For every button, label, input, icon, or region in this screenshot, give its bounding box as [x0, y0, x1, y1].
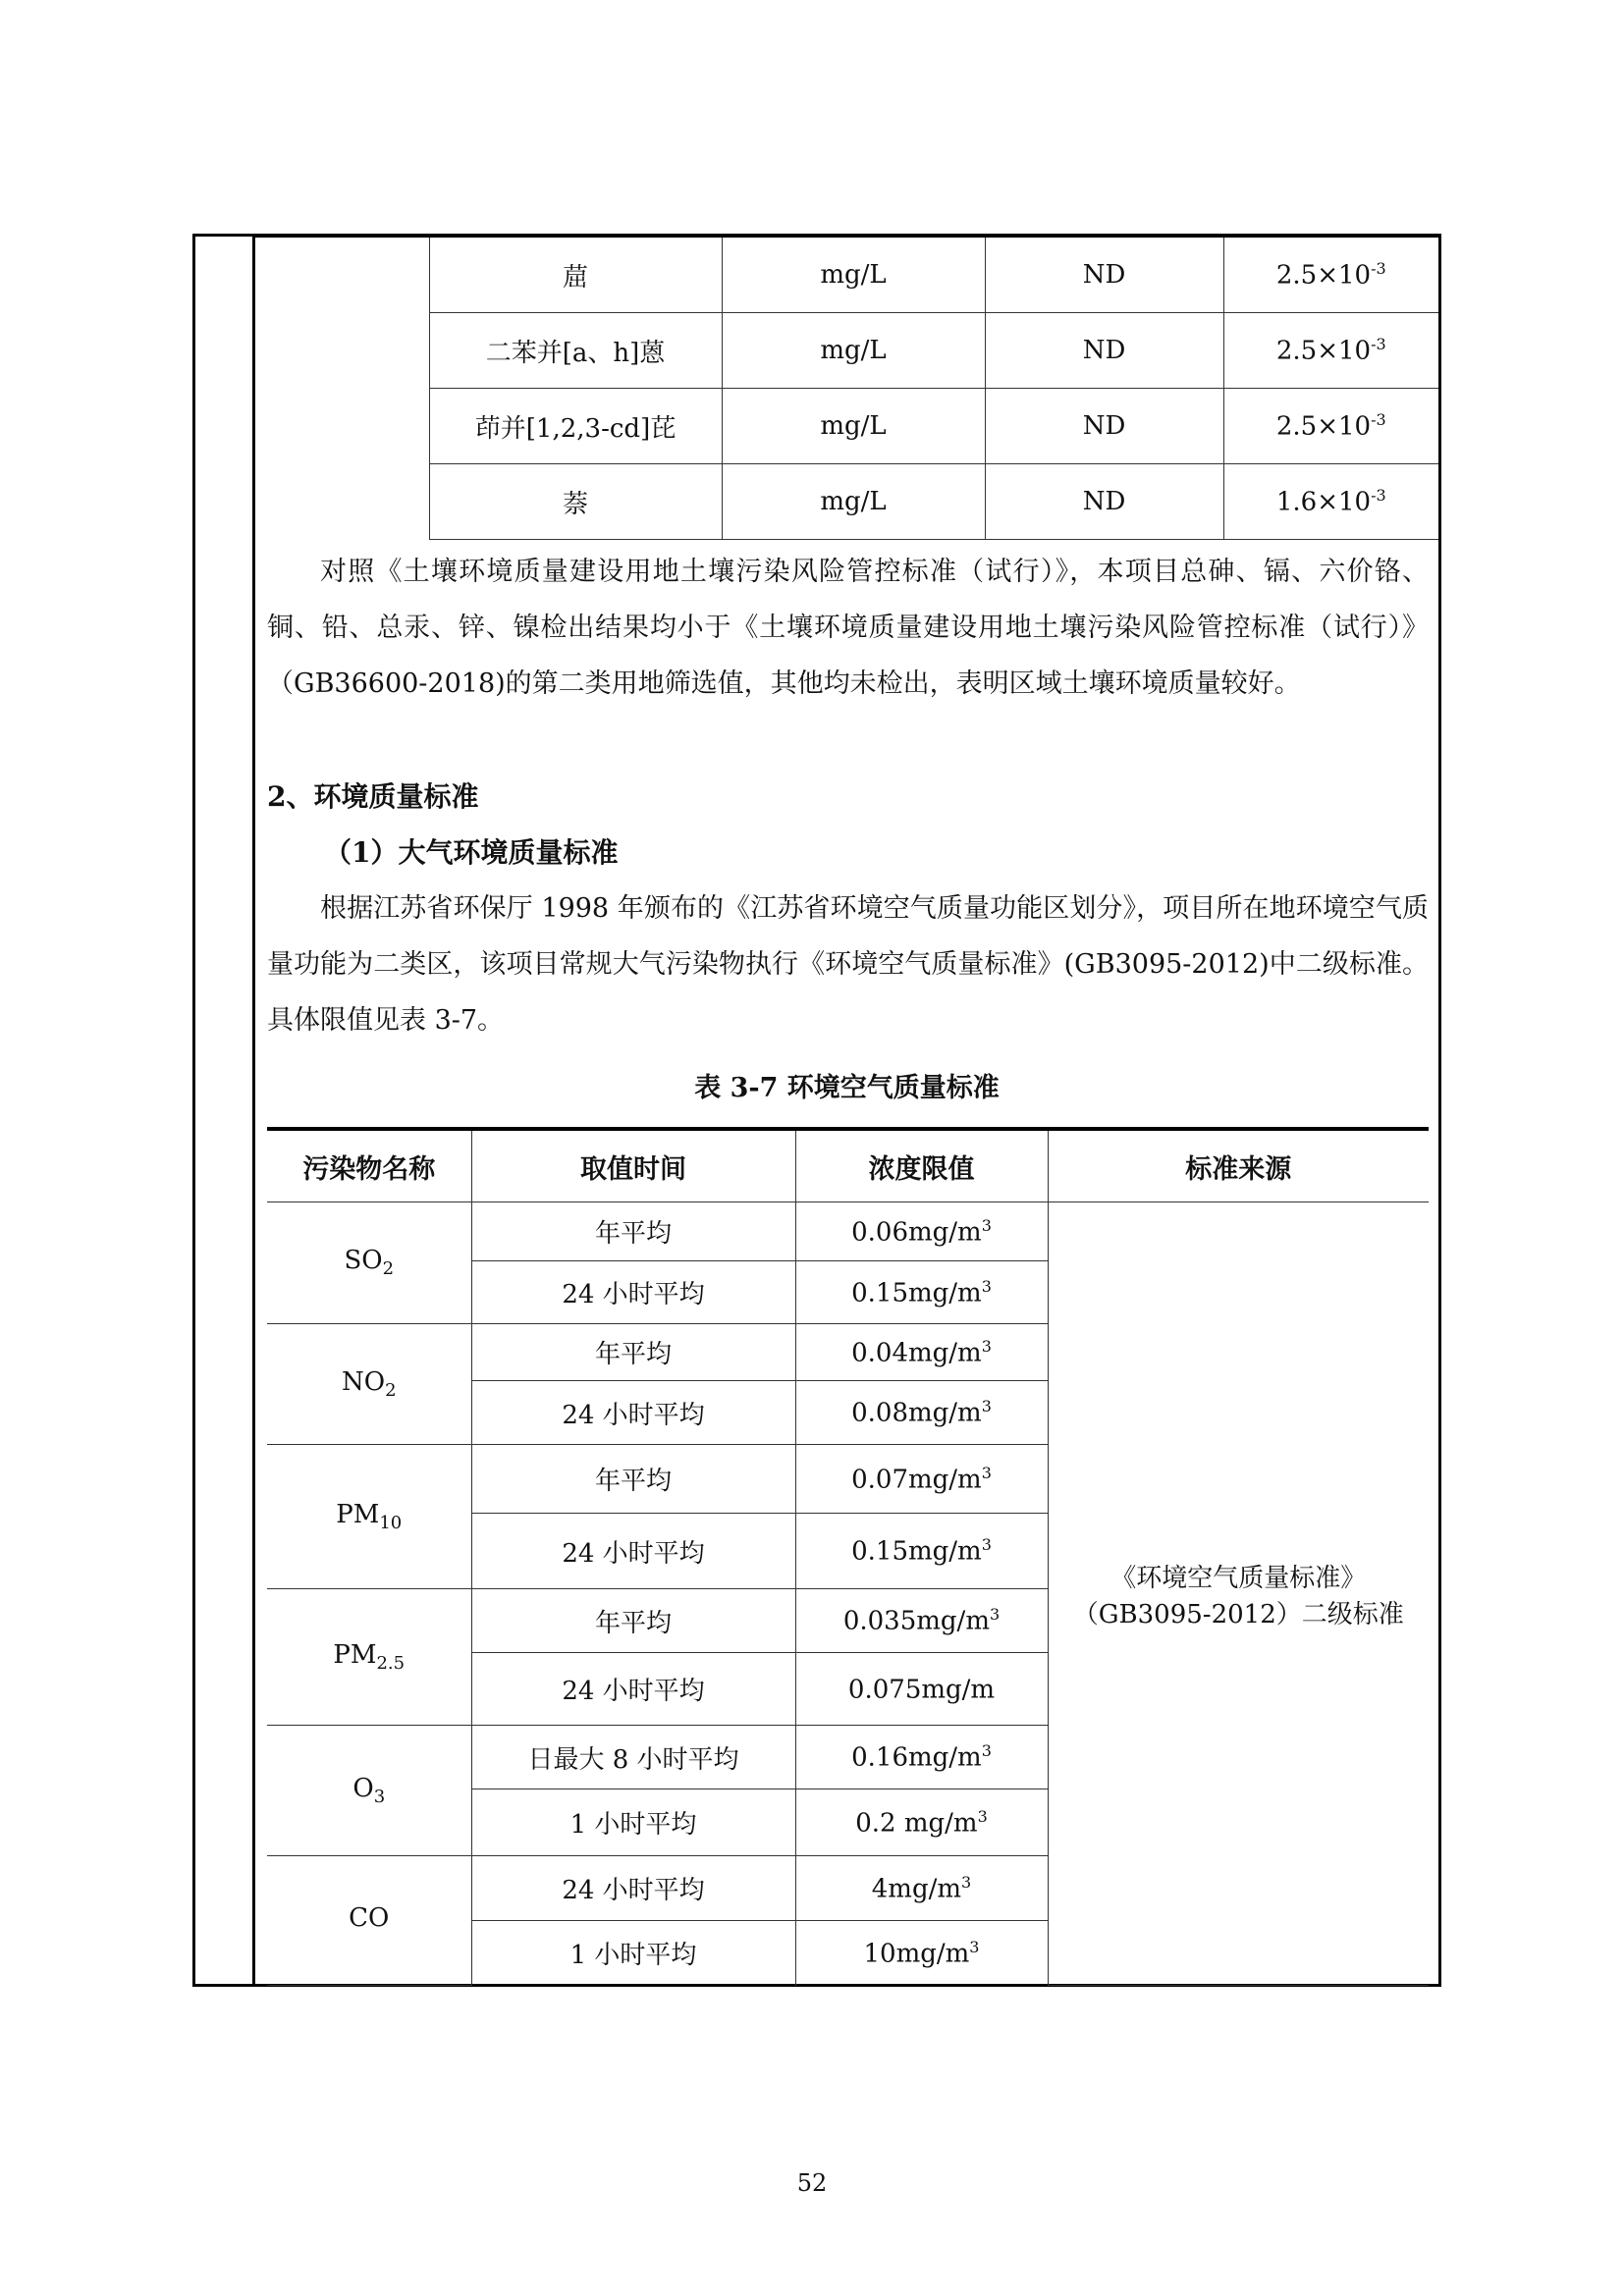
unit: mg/L — [722, 236, 985, 313]
table-row — [255, 389, 1438, 464]
soil-results-table-continued — [255, 234, 1438, 540]
result: ND — [985, 236, 1223, 313]
time-cell: 24 小时平均 — [471, 1261, 795, 1324]
source-line-1: 《环境空气质量标准》 — [1110, 1563, 1367, 1593]
table-row — [255, 313, 1438, 389]
value-cell: $10mg/m^3$ — [795, 1921, 1048, 1986]
header-time: 取值时间 — [471, 1129, 795, 1202]
table-row — [255, 236, 1438, 313]
unit: mg/L — [722, 464, 985, 540]
section-heading: 2、环境质量标准 — [267, 780, 479, 813]
limit: $1.6\times 10^{-3}$ — [1223, 464, 1438, 540]
value-cell: $0.08mg/m^3$ — [795, 1381, 1048, 1445]
result: ND — [985, 389, 1223, 464]
table-row — [267, 1202, 1429, 1261]
unit: mg/L — [722, 389, 985, 464]
pollutant-cell: $NO_2$ — [267, 1324, 471, 1445]
pollutant-name: 二苯并[a、h]蒽 — [429, 313, 722, 389]
pollutant-cell: $SO_2$ — [267, 1202, 471, 1324]
pollutant-name: 䓛 — [429, 236, 722, 313]
value-cell: $0.04mg/m^3$ — [795, 1324, 1048, 1381]
pollutant-cell: $PM_{2.5}$ — [267, 1589, 471, 1726]
time-cell: 24 小时平均 — [471, 1514, 795, 1589]
time-cell: 1 小时平均 — [471, 1921, 795, 1986]
value-cell: $0.15mg/m^3$ — [795, 1261, 1048, 1324]
header-limit: 浓度限值 — [795, 1129, 1048, 1202]
value-cell: $0.035mg/m^3$ — [795, 1589, 1048, 1653]
pollutant-name: 茚并[1,2,3-cd]芘 — [429, 389, 722, 464]
value-cell: $0.06mg/m^3$ — [795, 1202, 1048, 1261]
time-cell: 年平均 — [471, 1202, 795, 1261]
pollutant-cell: $PM_{10}$ — [267, 1445, 471, 1589]
time-cell: 日最大 8 小时平均 — [471, 1726, 795, 1789]
source-line-2: （GB3095-2012）二级标准 — [1072, 1599, 1404, 1629]
page-number: 52 — [796, 2169, 828, 2197]
time-cell: 24 小时平均 — [471, 1856, 795, 1921]
time-cell: 1 小时平均 — [471, 1789, 795, 1856]
air-standard-paragraph: 根据江苏省环保厅 1998 年颁布的《江苏省环境空气质量功能区划分》，项目所在地环境空气质量功能为二类区，该项目常规大气污染物执行《环境空气质量标准》(GB3095-2012)中二级标准。具体限值见表 3-7。 — [267, 893, 1429, 1036]
limit: $2.5\times 10^{-3}$ — [1223, 389, 1438, 464]
pollutant-cell: $O_3$ — [267, 1726, 471, 1856]
time-cell: 年平均 — [471, 1324, 795, 1381]
soil-conclusion-paragraph: 对照《土壤环境质量建设用地土壤污染风险管控标准（试行）》，本项目总砷、镉、六价铬、铜、铅、总汞、锌、镍检出结果均小于《土壤环境质量建设用地土壤污染风险管控标准（试行）》（GB36600-2018)的第二类用地筛选值，其他均未检出，表明区域土壤环境质量较好。 — [267, 557, 1429, 699]
time-cell: 年平均 — [471, 1445, 795, 1514]
table-header-row — [267, 1129, 1429, 1202]
time-cell: 年平均 — [471, 1589, 795, 1653]
result: ND — [985, 313, 1223, 389]
table-caption: 表 3-7 环境空气质量标准 — [694, 1073, 1000, 1103]
time-cell: 24 小时平均 — [471, 1653, 795, 1726]
limit: $2.5\times 10^{-3}$ — [1223, 236, 1438, 313]
header-pollutant: 污染物名称 — [267, 1129, 471, 1202]
subsection-heading: （1）大气环境质量标准 — [324, 836, 619, 869]
unit: mg/L — [722, 313, 985, 389]
time-cell: 24 小时平均 — [471, 1381, 795, 1445]
standard-source-cell — [1048, 1202, 1429, 1986]
value-cell: $0.15mg/m^3$ — [795, 1514, 1048, 1589]
table-row — [255, 464, 1438, 540]
value-cell: 0.075mg/m — [795, 1653, 1048, 1726]
pollutant-cell: CO — [267, 1856, 471, 1986]
value-cell: $0.16mg/m^3$ — [795, 1726, 1048, 1789]
merged-category-cell — [255, 236, 429, 540]
pollutant-name: 萘 — [429, 464, 722, 540]
result: ND — [985, 464, 1223, 540]
limit: $2.5\times 10^{-3}$ — [1223, 313, 1438, 389]
header-source: 标准来源 — [1048, 1129, 1429, 1202]
air-quality-standard-table — [267, 1127, 1429, 1986]
value-cell: 0.2 $mg/m^3$ — [795, 1789, 1048, 1856]
value-cell: $0.07mg/m^3$ — [795, 1445, 1048, 1514]
value-cell: $4mg/m^3$ — [795, 1856, 1048, 1921]
